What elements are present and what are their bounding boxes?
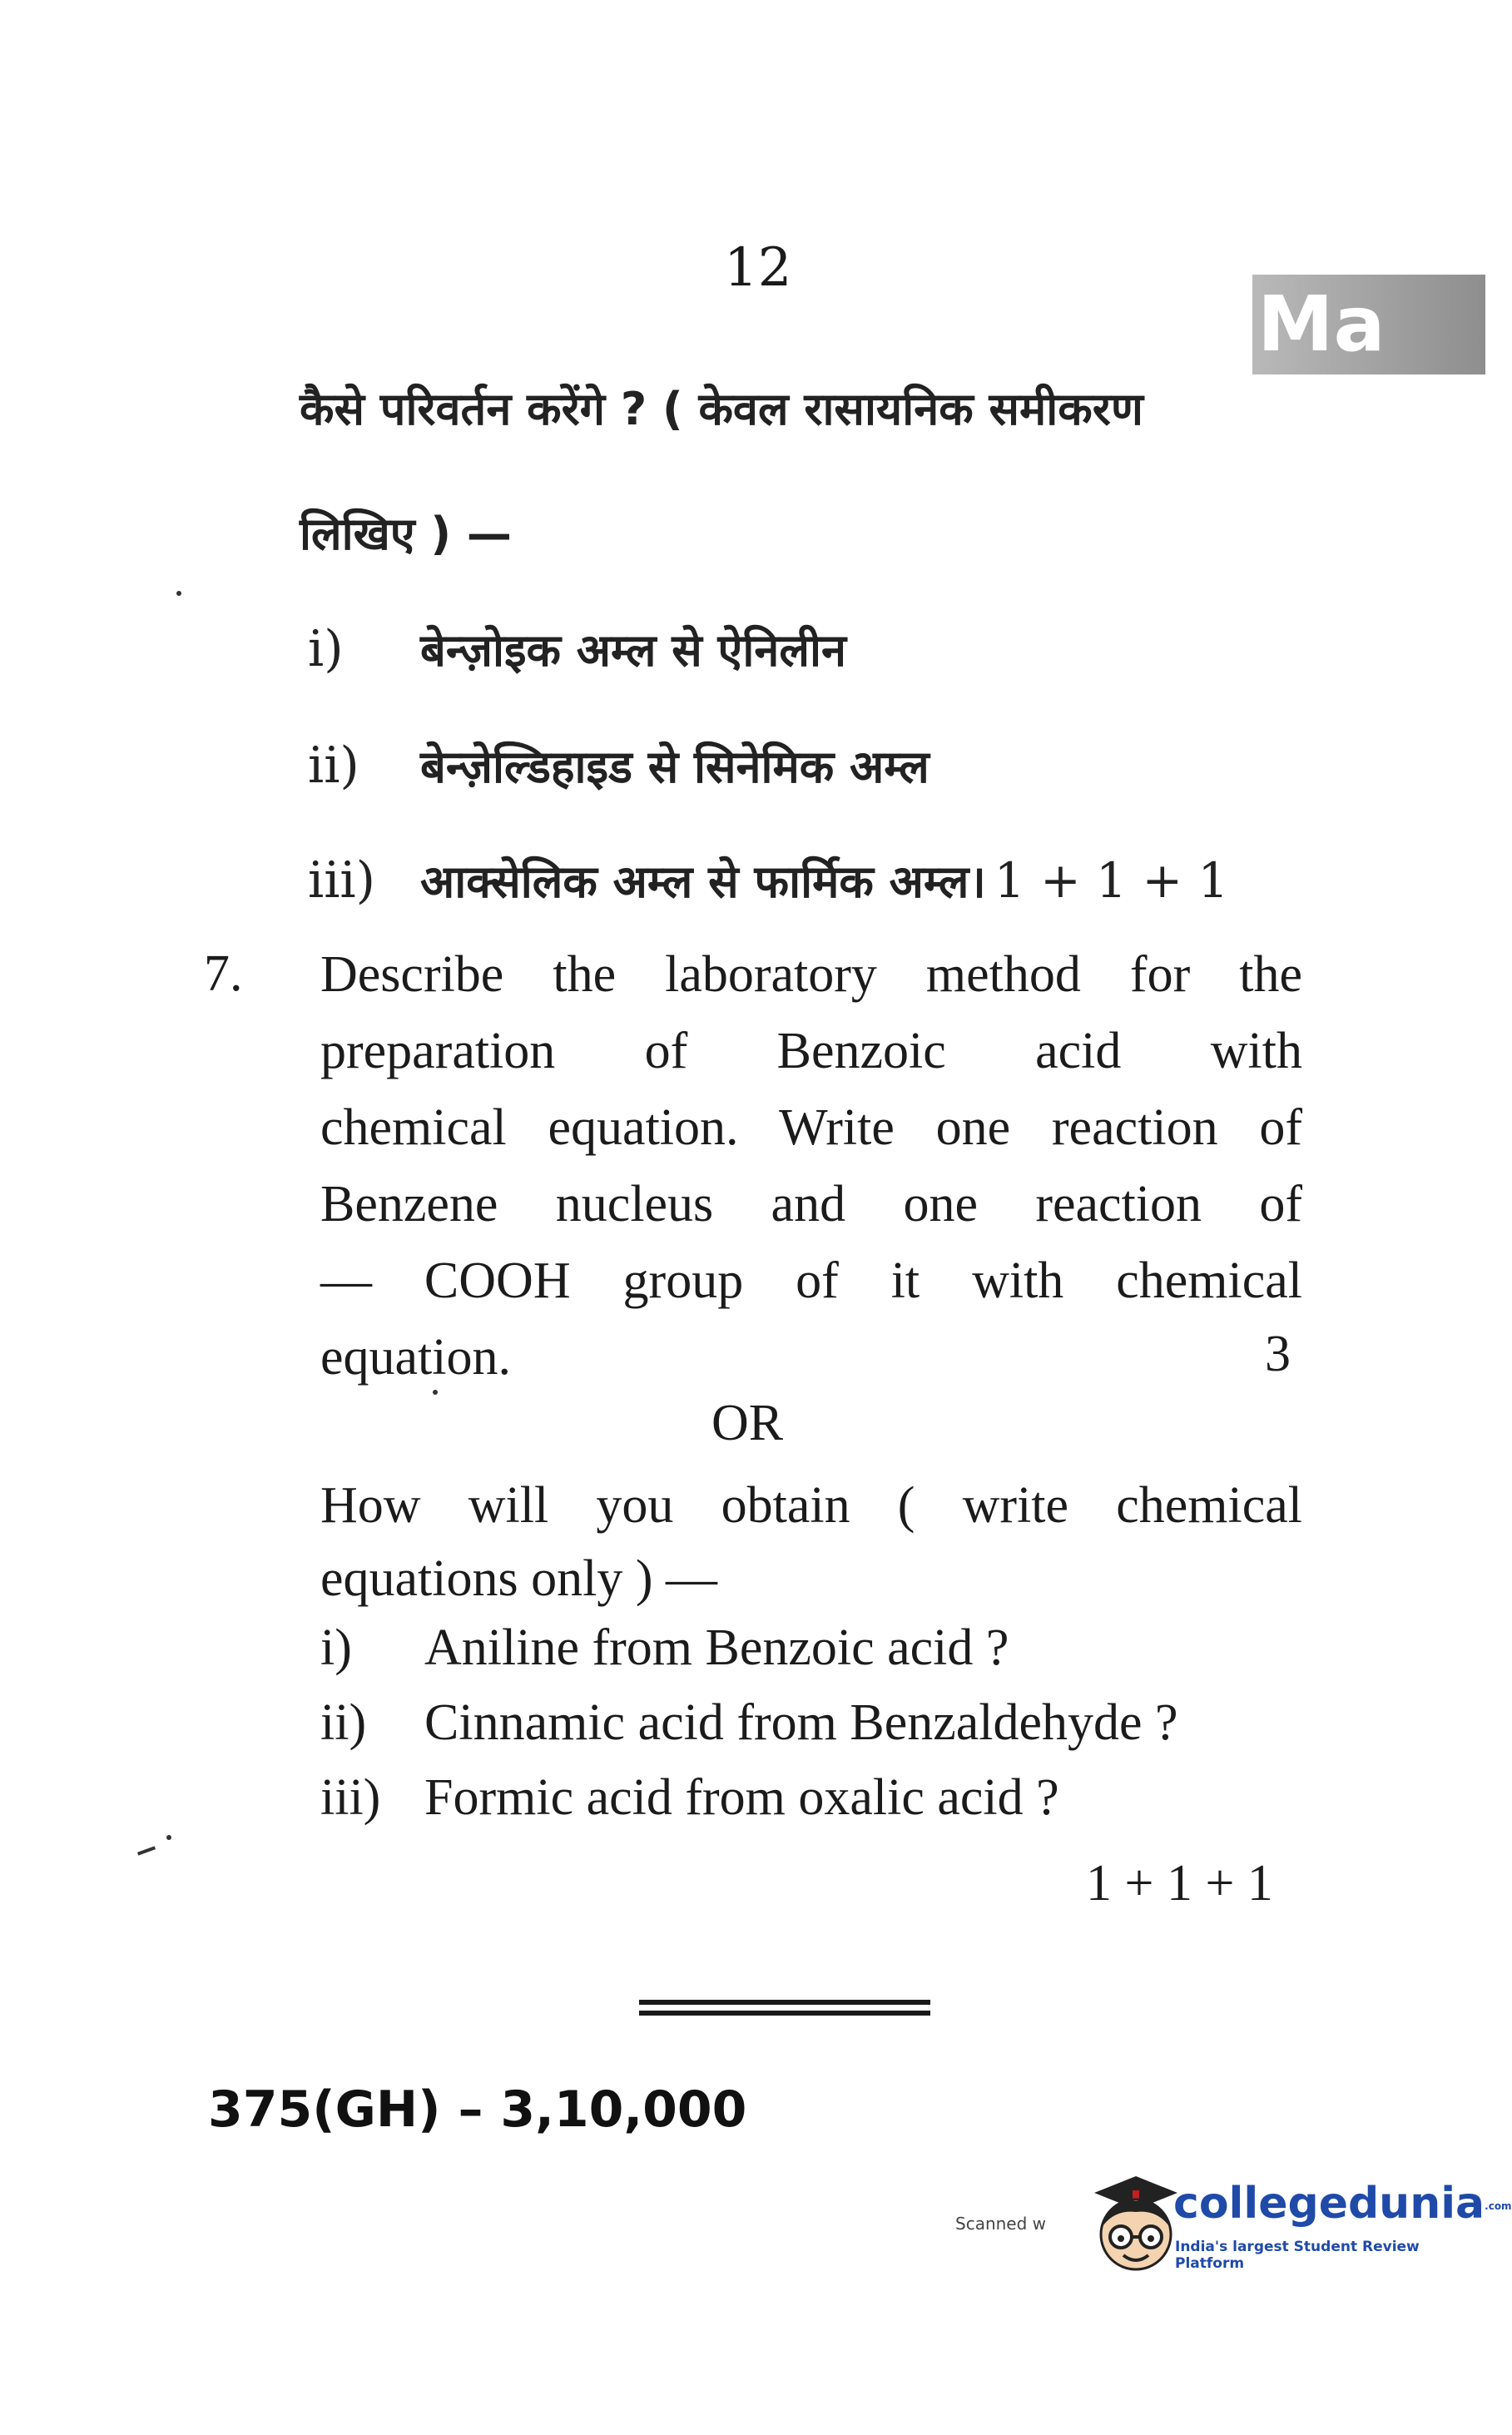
scan-speck — [137, 1846, 156, 1855]
brand-tagline: India's largest Student Review Platform — [1175, 2239, 1420, 2272]
hindi-item-2 — [308, 734, 930, 796]
page-number: 12 — [724, 237, 792, 299]
alt-item-1 — [320, 1619, 1009, 1678]
scan-speck — [433, 1390, 438, 1395]
question-marks: 3 — [1265, 1326, 1291, 1382]
alt-item-text: Formic acid from oxalic acid ? — [424, 1769, 1059, 1826]
hindi-line-1: कैसे परिवर्तन करेंगे ? ( केवल रासायनिक समीकरण — [300, 383, 1143, 435]
alternative-question — [320, 1469, 1302, 1615]
scanned-label: Scanned w — [955, 2214, 1047, 2234]
alt-item-number: i) — [320, 1619, 352, 1676]
question-number: 7. — [204, 945, 243, 1002]
question-text — [320, 936, 1302, 1396]
paper-code: 375(GH) – 3,10,000 — [208, 2080, 747, 2139]
hindi-item-number: i) — [308, 620, 344, 678]
hindi-item-number: ii) — [308, 736, 359, 795]
alt-item-text: Aniline from Benzoic acid ? — [424, 1619, 1009, 1676]
alt-marks: 1 + 1 + 1 — [1086, 1855, 1273, 1912]
alt-item-number: ii) — [320, 1694, 367, 1751]
hindi-item-3 — [308, 849, 1228, 910]
question-line: — COOH group of it with chemical — [320, 1252, 1302, 1309]
or-separator: OR — [711, 1395, 784, 1451]
hindi-item-number: iii) — [308, 851, 375, 910]
end-rule-top — [639, 2000, 930, 2005]
question-line: Describe the laboratory method for the — [320, 946, 1302, 1003]
brand-name — [1173, 2179, 1512, 2229]
question-line: Benzene nucleus and one reaction of — [320, 1176, 1302, 1232]
brand-text: collegedunia — [1173, 2179, 1485, 2229]
alt-item-text: Cinnamic acid from Benzaldehyde ? — [424, 1694, 1178, 1751]
brand-suffix: .com — [1485, 2200, 1512, 2212]
scan-speck — [176, 591, 181, 596]
end-rule-bottom — [639, 2011, 930, 2016]
hindi-item-text: बेन्ज़ोइक अम्ल से ऐनिलीन — [420, 624, 846, 677]
hindi-item-text: बेन्ज़ेल्डिहाइड से सिनेमिक अम्ल — [420, 741, 930, 793]
alt-item-2 — [320, 1694, 1178, 1753]
corner-mark: Ma — [1252, 275, 1485, 374]
alt-item-3 — [320, 1768, 1059, 1827]
hindi-item-1 — [308, 617, 846, 679]
alt-line: How will you obtain ( write chemical — [320, 1477, 1302, 1534]
question-line: chemical equation. Write one reaction of — [320, 1099, 1302, 1156]
hindi-marks: 1 + 1 + 1 — [994, 852, 1229, 909]
hindi-line-2: लिखिए ) — — [300, 508, 512, 560]
alt-line: equations only ) — — [320, 1550, 717, 1607]
alt-item-number: iii) — [320, 1769, 381, 1826]
question-line: equation. — [320, 1329, 511, 1386]
hindi-item-text: आक्सेलिक अम्ल से फार्मिक अम्ल। — [420, 855, 986, 908]
question-line: preparation of Benzoic acid with — [320, 1023, 1302, 1079]
scan-speck — [166, 1835, 171, 1840]
